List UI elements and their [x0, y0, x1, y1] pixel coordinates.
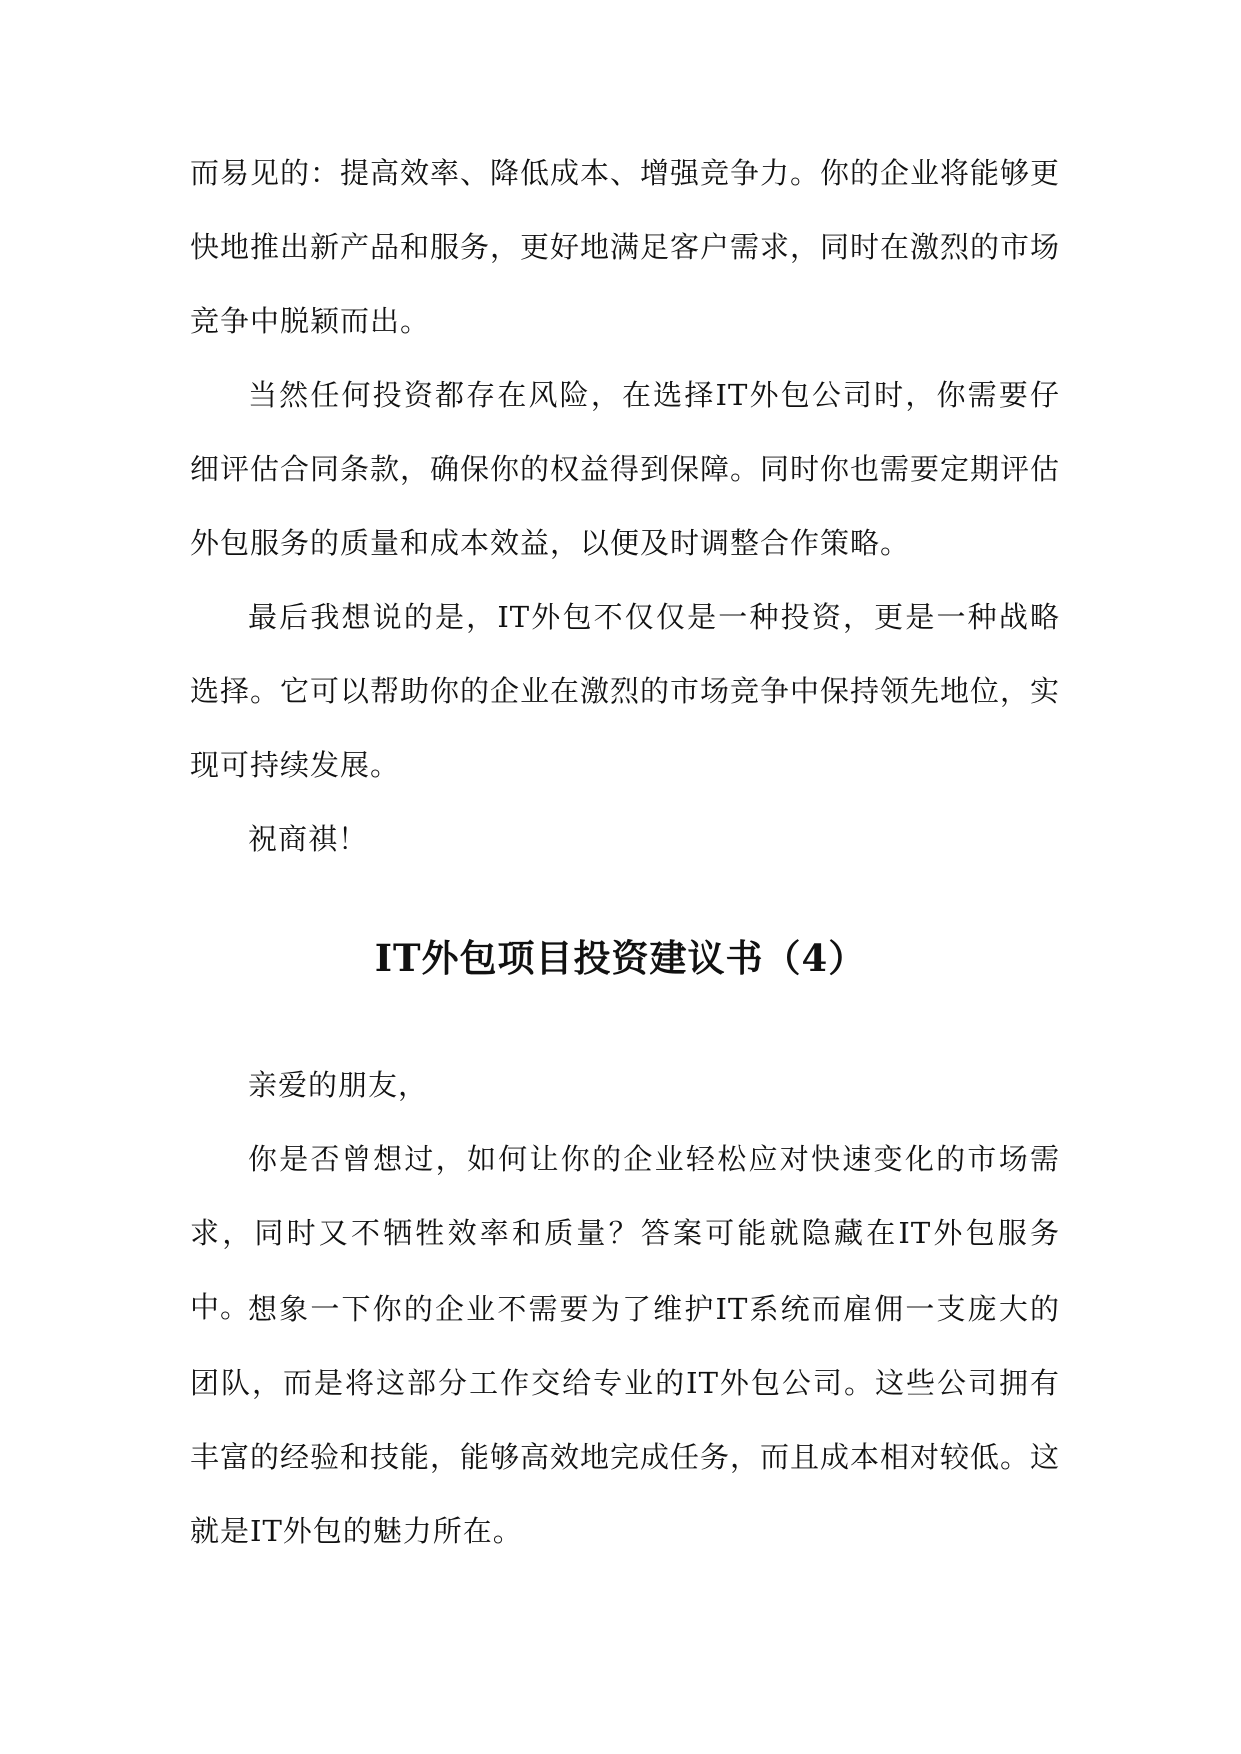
paragraph-continuation-benefits: 而易见的：提高效率、降低成本、增强竞争力。你的企业将能够更快地推出新产品和服务，更好地满足客户需求，同时在激烈的市场竞争中脱颖而出。 — [190, 156, 1061, 338]
section-title: IT外包项目投资建议书（4） — [374, 936, 867, 980]
paragraph-strategy: 最后我想说的是，IT外包不仅仅是一种投资，更是一种战略选择。它可以帮助你的企业在激烈的市场竞争中保持领先地位，实现可持续发展。 — [190, 600, 1061, 782]
paragraph-imagine: 想象一下你的企业不需要为了维护IT系统而雇佣一支庞大的团队，而是将这部分工作交给专业的IT外包公司。这些公司拥有丰富的经验和技能，能够高效地完成任务，而且成本相对较低。这就是IT外包的魅力所在。 — [190, 1292, 1061, 1548]
paragraph-closing-salutation: 祝商祺！ — [248, 822, 369, 856]
paragraph-risk: 当然任何投资都存在风险，在选择IT外包公司时，你需要仔细评估合同条款，确保你的权益得到保障。同时你也需要定期评估外包服务的质量和成本效益，以便及时调整合作策略。 — [190, 378, 1061, 560]
paragraph-question: 你是否曾想过，如何让你的企业轻松应对快速变化的市场需求，同时又不牺牲效率和质量？答案可能就隐藏在IT外包服务中。 — [190, 1142, 1060, 1324]
paragraph-greeting: 亲爱的朋友， — [248, 1068, 429, 1102]
